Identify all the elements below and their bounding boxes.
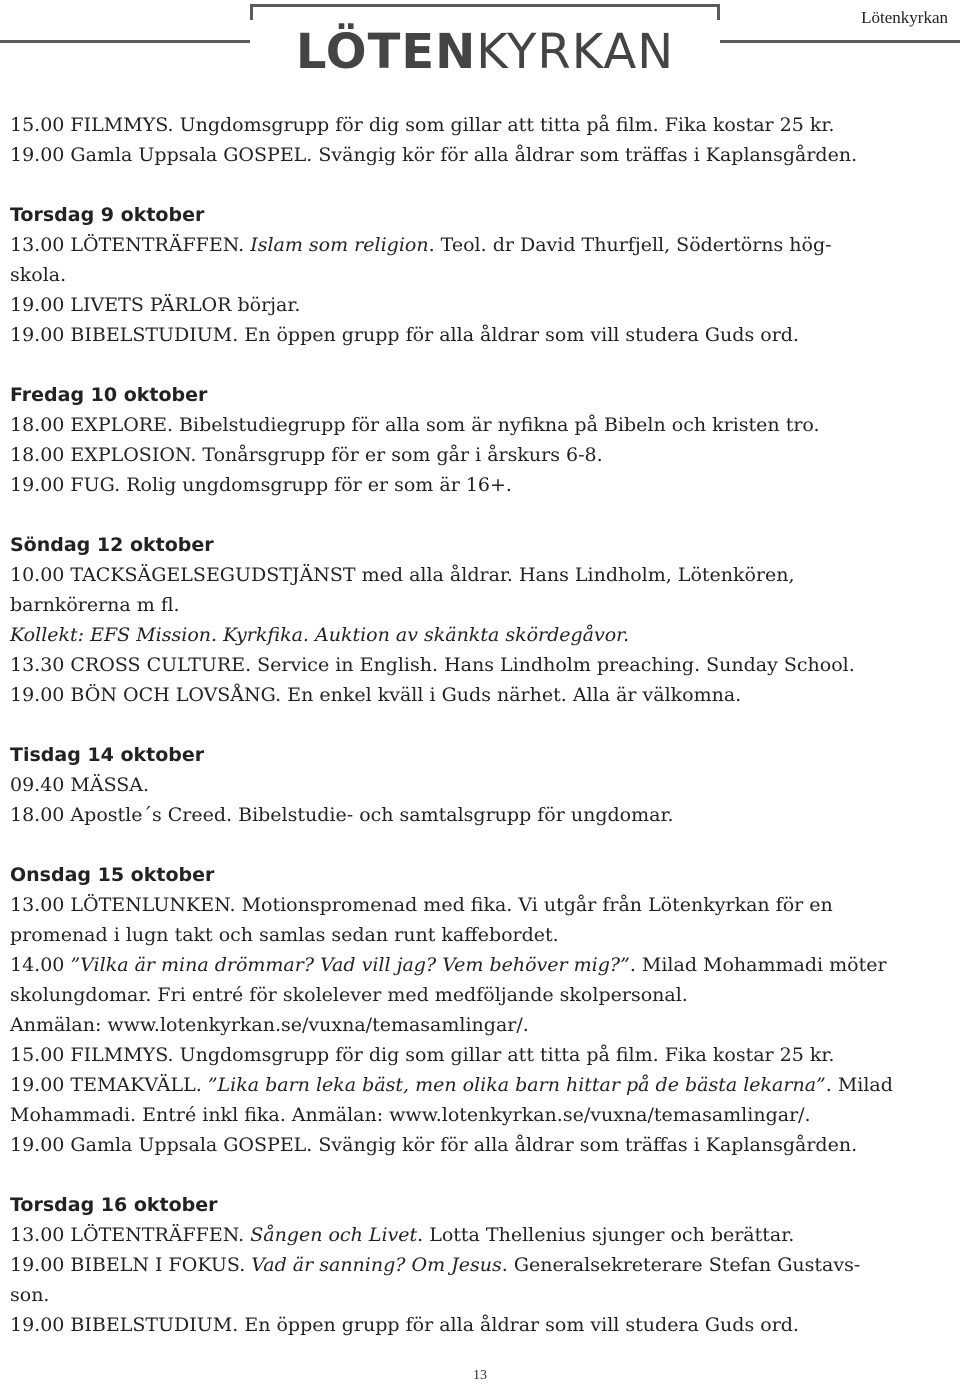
event-line — [10, 620, 940, 650]
event-text: . Generalsekreterare Stefan Gustavs- — [501, 1254, 861, 1276]
event-line: 18.00 EXPLORE. Bibelstudiegrupp för alla som är nyfikna på Bibeln och kristen tro. — [10, 414, 820, 436]
running-title: Lötenkyrkan — [861, 8, 948, 27]
section-spacer — [10, 350, 940, 380]
event-line: 19.00 BIBELSTUDIUM. En öppen grupp för alla åldrar som vill studera Guds ord. — [10, 324, 799, 346]
event-line: 19.00 Gamla Uppsala GOSPEL. Svängig kör för alla åldrar som träffas i Kaplansgården. — [10, 1134, 858, 1156]
italic-title: Sången och Livet — [250, 1224, 418, 1246]
italic-title: Kollekt: EFS Mission. Kyrkfika. Auktion av skänkta skördegåvor. — [10, 624, 630, 646]
event-line — [10, 230, 940, 260]
event-line: son. — [10, 1284, 50, 1306]
event-line: Anmälan: www.lotenkyrkan.se/vuxna/temasamlingar/. — [10, 1014, 529, 1036]
event-text: . Teol. dr David Thurfjell, Södertörns hög- — [428, 234, 832, 256]
church-logo — [250, 4, 720, 86]
event-text: . Lotta Thellenius sjunger och berättar. — [417, 1224, 795, 1246]
page-number: 13 — [473, 1368, 487, 1383]
logo-text-light: KYRKAN — [476, 24, 675, 80]
schedule-content — [10, 110, 940, 1340]
event-text: . Milad — [825, 1074, 893, 1096]
event-line: 13.30 CROSS CULTURE. Service in English. Hans Lindholm preaching. Sunday School. — [10, 654, 855, 676]
event-line: 18.00 EXPLOSION. Tonårsgrupp för er som går i årskurs 6-8. — [10, 444, 603, 466]
event-text: 19.00 BIBELN I FOKUS. — [10, 1254, 252, 1276]
day-heading: Torsdag 16 oktober — [10, 1194, 218, 1216]
event-text: 13.00 LÖTENTRÄFFEN. — [10, 1224, 251, 1246]
event-line: 19.00 BIBELSTUDIUM. En öppen grupp för alla åldrar som vill studera Guds ord. — [10, 1314, 799, 1336]
event-text: 13.00 LÖTENTRÄFFEN. — [10, 234, 251, 256]
event-line: 13.00 LÖTENLUNKEN. Motionspromenad med fika. Vi utgår från Lötenkyrkan för en — [10, 894, 833, 916]
event-line: barnkörerna m fl. — [10, 594, 180, 616]
day-heading: Torsdag 9 oktober — [10, 204, 205, 226]
event-text: 19.00 TEMAKVÄLL. — [10, 1074, 208, 1096]
event-text: 14.00 — [10, 954, 71, 976]
event-line: 18.00 Apostle´s Creed. Bibelstudie- och samtalsgrupp för ungdomar. — [10, 804, 674, 826]
italic-title: ”Lika barn leka bäst, men olika barn hittar på de bästa lekarna” — [207, 1074, 826, 1096]
day-heading: Tisdag 14 oktober — [10, 744, 205, 766]
header-rule-left — [0, 40, 250, 43]
section-spacer — [10, 1160, 940, 1190]
event-line: skola. — [10, 264, 67, 286]
event-line: 10.00 TACKSÄGELSEGUDSTJÄNST med alla åldrar. Hans Lindholm, Lötenkören, — [10, 564, 795, 586]
event-line: 19.00 Gamla Uppsala GOSPEL. Svängig kör för alla åldrar som träffas i Kaplansgården. — [10, 144, 858, 166]
day-heading: Söndag 12 oktober — [10, 534, 214, 556]
event-text: . Milad Mohammadi möter — [629, 954, 887, 976]
event-line — [10, 950, 940, 980]
event-line: 19.00 BÖN OCH LOVSÅNG. En enkel kväll i Guds närhet. Alla är välkomna. — [10, 684, 742, 706]
event-line: Mohammadi. Entré inkl fika. Anmälan: www.lotenkyrkan.se/vuxna/temasamlingar/. — [10, 1104, 811, 1126]
header-rule-right — [720, 40, 960, 43]
italic-title: ”Vilka är mina drömmar? Vad vill jag? Vem behöver mig?” — [70, 954, 630, 976]
day-heading: Fredag 10 oktober — [10, 384, 208, 406]
event-line — [10, 1250, 940, 1280]
logo-wordmark — [250, 24, 720, 80]
event-line — [10, 1070, 940, 1100]
day-heading: Onsdag 15 oktober — [10, 864, 215, 886]
italic-title: Islam som religion — [250, 234, 429, 256]
event-line: promenad i lugn takt och samlas sedan runt kaffebordet. — [10, 924, 559, 946]
event-line — [10, 1220, 940, 1250]
section-spacer — [10, 830, 940, 860]
section-spacer — [10, 170, 940, 200]
italic-title: Vad är sanning? Om Jesus — [251, 1254, 502, 1276]
event-line: 09.40 MÄSSA. — [10, 774, 150, 796]
event-line: 19.00 FUG. Rolig ungdomsgrupp för er som är 16+. — [10, 474, 512, 496]
event-line: 15.00 FILMMYS. Ungdomsgrupp för dig som gillar att titta på film. Fika kostar 25 kr. — [10, 114, 835, 136]
event-line: skolungdomar. Fri entré för skolelever med medföljande skolpersonal. — [10, 984, 688, 1006]
event-line: 15.00 FILMMYS. Ungdomsgrupp för dig som gillar att titta på film. Fika kostar 25 kr. — [10, 1044, 835, 1066]
logo-text-bold: LÖTEN — [295, 24, 477, 80]
event-line: 19.00 LIVETS PÄRLOR börjar. — [10, 294, 301, 316]
logo-frame — [250, 4, 720, 20]
section-spacer — [10, 710, 940, 740]
section-spacer — [10, 500, 940, 530]
